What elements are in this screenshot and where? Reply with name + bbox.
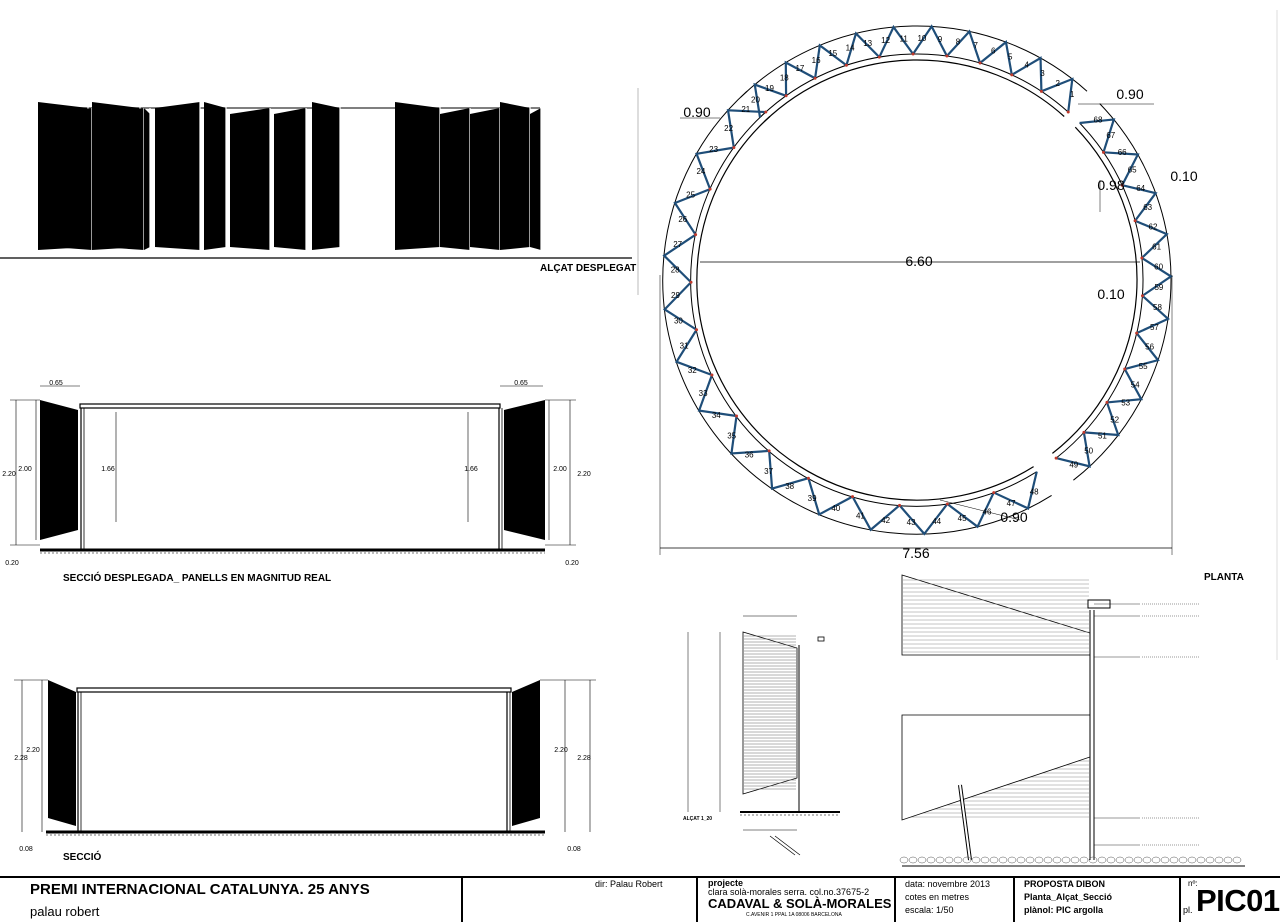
gravel-stone bbox=[1098, 857, 1106, 863]
panel-number: 26 bbox=[678, 215, 688, 224]
gravel-stone bbox=[1170, 857, 1178, 863]
panel-number: 1 bbox=[1069, 90, 1075, 100]
panel-number: 28 bbox=[670, 265, 680, 275]
plan-hinge bbox=[945, 54, 948, 57]
dim-panel-width-left: 0.65 bbox=[49, 380, 63, 387]
detail-section bbox=[900, 575, 1245, 866]
dim-height-inner-left: 1.66 bbox=[101, 466, 115, 473]
detail-cap-icon bbox=[818, 637, 824, 641]
panel-number: 55 bbox=[1138, 361, 1148, 371]
panel-number: 47 bbox=[1006, 498, 1016, 508]
panel-number: 20 bbox=[751, 95, 760, 105]
plan-hinge bbox=[732, 146, 735, 149]
panel-number: 10 bbox=[917, 34, 927, 43]
gravel-stone bbox=[972, 857, 980, 863]
dim-opening-top-right: 0.90 bbox=[1116, 86, 1144, 102]
plan-hinge bbox=[1134, 219, 1137, 222]
panel-number: 30 bbox=[673, 316, 683, 326]
gravel-stone bbox=[1188, 857, 1196, 863]
panel-number: 62 bbox=[1148, 222, 1158, 232]
panel-number: 36 bbox=[744, 450, 754, 460]
panel-number: 44 bbox=[932, 517, 942, 527]
sheet-prefix: pl. bbox=[1183, 905, 1193, 915]
gravel-stone bbox=[1071, 857, 1079, 863]
panel-number: 43 bbox=[906, 517, 916, 527]
panel-number: 6 bbox=[990, 46, 996, 56]
panel-number: 31 bbox=[679, 341, 689, 351]
gravel-stone bbox=[1107, 857, 1115, 863]
sheet-number-label: nº: bbox=[1188, 879, 1198, 888]
dim-section-base-left: 0.08 bbox=[19, 846, 33, 853]
panel-number: 21 bbox=[741, 105, 751, 114]
plan-panel-triangles bbox=[664, 26, 1171, 533]
firm-address: C.AVENIR 1 PPAL 1A 08006 BARCELONA bbox=[746, 912, 842, 918]
panel-number: 68 bbox=[1093, 115, 1103, 125]
detail-panel bbox=[743, 632, 797, 794]
gravel-stone bbox=[1116, 857, 1124, 863]
dim-height-inner-right: 1.66 bbox=[464, 466, 478, 473]
panel-number: 66 bbox=[1117, 147, 1127, 157]
gravel-stone bbox=[1035, 857, 1043, 863]
section-unfolded-panel-right bbox=[504, 400, 545, 540]
plan-hinge bbox=[946, 502, 949, 505]
dim-line bbox=[770, 836, 795, 855]
section-panel-left bbox=[48, 680, 76, 826]
elevation-panel bbox=[52, 108, 92, 250]
panel-number: 18 bbox=[779, 73, 789, 83]
plan-hinge bbox=[785, 94, 788, 97]
section-unfolded bbox=[2, 380, 591, 567]
gravel-stone bbox=[1152, 857, 1160, 863]
dim-height-outer-right: 2.20 bbox=[577, 471, 591, 478]
section-unfolded-panel-left bbox=[40, 400, 78, 540]
plan-hinge bbox=[764, 111, 767, 114]
gravel-stone bbox=[1233, 857, 1241, 863]
dim-base-right: 0.20 bbox=[565, 560, 579, 567]
gravel-stone bbox=[918, 857, 926, 863]
gravel-stone bbox=[1134, 857, 1142, 863]
plan-hinge bbox=[735, 415, 738, 418]
plan-hinge bbox=[979, 61, 982, 64]
panel-number: 5 bbox=[1007, 52, 1013, 62]
plan-hinge bbox=[1140, 256, 1143, 259]
dim-height-panel-left: 2.00 bbox=[18, 466, 32, 473]
detail-title: ALÇAT 1_20 bbox=[683, 816, 713, 822]
section-unfolded-title: SECCIÓ DESPLEGADA_ PANELLS EN MAGNITUD REAL bbox=[63, 573, 332, 584]
panel-number: 45 bbox=[957, 513, 967, 523]
panel-number: 7 bbox=[973, 41, 978, 51]
panel-number: 25 bbox=[686, 190, 696, 200]
elevation-panel bbox=[395, 102, 440, 250]
detail-section-gravel bbox=[900, 857, 1241, 863]
plan-hinge bbox=[695, 328, 698, 331]
panel-number: 32 bbox=[687, 366, 697, 375]
dim-thickness-a: 0.10 bbox=[1170, 168, 1198, 184]
gravel-stone bbox=[1224, 857, 1232, 863]
panel-number: 29 bbox=[671, 291, 680, 301]
panel-number: 38 bbox=[785, 481, 795, 491]
panel-number: 54 bbox=[1130, 380, 1140, 390]
panel-number: 63 bbox=[1143, 202, 1153, 212]
elevation-title: ALÇAT DESPLEGAT bbox=[540, 263, 637, 274]
elevation-unfolded bbox=[0, 102, 632, 258]
plan-hinge bbox=[878, 56, 881, 59]
gravel-stone bbox=[1053, 857, 1061, 863]
gravel-stone bbox=[1026, 857, 1034, 863]
plan-hinge bbox=[1135, 332, 1138, 335]
dim-opening-top-left: 0.90 bbox=[683, 104, 711, 120]
panel-number: 65 bbox=[1127, 165, 1137, 175]
gravel-stone bbox=[945, 857, 953, 863]
dim-base-left: 0.20 bbox=[5, 560, 19, 567]
dim-section-left-b: 2.28 bbox=[14, 755, 28, 762]
panel-number: 3 bbox=[1040, 69, 1045, 79]
firm-name: CADAVAL & SOLÀ-MORALES bbox=[708, 896, 892, 911]
drawing-scale: escala: 1/50 bbox=[905, 905, 954, 915]
gravel-stone bbox=[909, 857, 917, 863]
panel-number: 51 bbox=[1097, 431, 1107, 441]
panel-number: 2 bbox=[1055, 79, 1060, 89]
panel-number: 11 bbox=[899, 34, 908, 44]
gravel-stone bbox=[1008, 857, 1016, 863]
dim-line bbox=[775, 836, 800, 855]
gravel-stone bbox=[1080, 857, 1088, 863]
plan-hinge bbox=[912, 53, 915, 56]
dim-gap-depth: 0.98 bbox=[1097, 177, 1125, 193]
panel-number: 52 bbox=[1110, 415, 1120, 425]
panel-number: 42 bbox=[881, 515, 891, 525]
detail-section-upper-panel bbox=[902, 575, 1090, 655]
dim-panel-width-right: 0.65 bbox=[514, 380, 528, 387]
panel-number: 23 bbox=[709, 144, 719, 154]
panel-number: 53 bbox=[1121, 398, 1131, 408]
venue-name: palau robert bbox=[30, 904, 100, 919]
detail-section-annotation-leaders bbox=[1094, 604, 1200, 845]
plan-hinge bbox=[1040, 90, 1043, 93]
ring-wall-outer bbox=[691, 112, 1037, 506]
plan-hinge bbox=[992, 491, 995, 494]
panel-number: 50 bbox=[1084, 446, 1094, 456]
panel-number: 49 bbox=[1069, 460, 1079, 470]
plan-panel bbox=[731, 416, 769, 453]
panel-number: 61 bbox=[1152, 242, 1162, 252]
plan-hinge bbox=[1055, 457, 1058, 460]
panel-number: 12 bbox=[881, 36, 891, 45]
section-beam bbox=[77, 688, 511, 692]
gravel-stone bbox=[1044, 857, 1052, 863]
gravel-stone bbox=[981, 857, 989, 863]
dim-opening-bottom: 0.90 bbox=[1000, 509, 1028, 525]
gravel-stone bbox=[927, 857, 935, 863]
elevation-panel bbox=[204, 102, 226, 250]
section bbox=[14, 680, 596, 853]
gravel-stone bbox=[1017, 857, 1025, 863]
gravel-stone bbox=[936, 857, 944, 863]
elevation-panel bbox=[144, 108, 150, 250]
panel-number: 8 bbox=[955, 37, 961, 47]
gravel-stone bbox=[954, 857, 962, 863]
panel-number: 41 bbox=[855, 511, 865, 521]
plan-hinge bbox=[690, 281, 693, 284]
plan-hinge bbox=[694, 233, 697, 236]
plan-hinge bbox=[1105, 401, 1108, 404]
dim-section-right-b: 2.28 bbox=[577, 755, 591, 762]
section-panel-right bbox=[512, 680, 540, 826]
panel-number: 27 bbox=[673, 240, 683, 250]
panel-number: 34 bbox=[711, 411, 721, 421]
plan-hinge bbox=[1010, 73, 1013, 76]
plan-panel-numbers bbox=[671, 34, 1164, 527]
gravel-stone bbox=[999, 857, 1007, 863]
panel-number: 16 bbox=[811, 56, 821, 66]
panel-number: 56 bbox=[1145, 342, 1155, 352]
panel-number: 40 bbox=[831, 504, 841, 513]
panel-number: 33 bbox=[698, 389, 708, 399]
panel-number: 13 bbox=[863, 39, 873, 49]
plan-hinge bbox=[1067, 111, 1070, 114]
dim-thickness-b: 0.10 bbox=[1097, 286, 1125, 302]
panel-number: 46 bbox=[982, 507, 992, 517]
gravel-stone bbox=[1062, 857, 1070, 863]
section-unfolded-beam bbox=[80, 404, 500, 408]
panel-number: 57 bbox=[1149, 323, 1159, 332]
dim-height-outer-left: 2.20 bbox=[2, 471, 16, 478]
elevation-panel bbox=[500, 102, 530, 250]
director-name: dir: Palau Robert bbox=[595, 879, 663, 889]
panel-number: 64 bbox=[1136, 183, 1146, 193]
panel-number: 39 bbox=[807, 494, 817, 504]
plan-title: PLANTA bbox=[1204, 572, 1244, 583]
dim-section-left-a: 2.20 bbox=[26, 747, 40, 754]
plan-hinge bbox=[898, 504, 901, 507]
gravel-stone bbox=[1143, 857, 1151, 863]
plan-ring-walls bbox=[663, 26, 1171, 534]
plan-hinge bbox=[1102, 151, 1105, 154]
panel-number: 22 bbox=[724, 124, 734, 134]
panel-number: 59 bbox=[1154, 282, 1164, 292]
ring-wall-outer bbox=[760, 54, 1068, 117]
panel-number: 14 bbox=[845, 43, 855, 53]
plan-hinge bbox=[807, 477, 810, 480]
elevation-panel bbox=[470, 108, 500, 250]
sheet-number: PIC01 bbox=[1196, 883, 1280, 918]
plan-hinge bbox=[768, 449, 771, 452]
dim-inner-diameter: 6.60 bbox=[905, 253, 933, 269]
plan-hinge bbox=[710, 374, 713, 377]
elevation-panel bbox=[230, 108, 270, 250]
drawing-date: data: novembre 2013 bbox=[905, 879, 991, 889]
section-title: SECCIÓ bbox=[63, 852, 102, 863]
dim-section-right-a: 2.20 bbox=[554, 747, 568, 754]
panel-number: 60 bbox=[1154, 262, 1164, 272]
elevation-panel bbox=[440, 108, 470, 250]
project-label: projecte bbox=[708, 878, 744, 888]
sheet-content: Planta_Alçat_Secció bbox=[1024, 892, 1113, 902]
panel-number: 67 bbox=[1106, 131, 1116, 140]
elevation-panel bbox=[312, 102, 340, 250]
plan-hinge bbox=[1082, 431, 1085, 434]
panel-number: 15 bbox=[828, 49, 838, 59]
gravel-stone bbox=[1215, 857, 1223, 863]
drawing-units: cotes en metres bbox=[905, 892, 970, 902]
plan-hinge bbox=[814, 77, 817, 80]
plan-hinge bbox=[1141, 294, 1144, 297]
panel-number: 24 bbox=[696, 167, 706, 177]
elevation-panels bbox=[38, 102, 541, 250]
architect-credit: clara solà-morales serra. col.no.37675-2 bbox=[708, 887, 870, 897]
gravel-stone bbox=[1125, 857, 1133, 863]
dim-outer-diameter: 7.56 bbox=[902, 545, 930, 561]
panel-number: 19 bbox=[765, 84, 774, 94]
detail-section-lower-panel bbox=[902, 715, 1090, 820]
gravel-stone bbox=[990, 857, 998, 863]
proposal-name: PROPOSTA DIBON bbox=[1024, 879, 1106, 889]
ring-outer-edge bbox=[663, 91, 1052, 534]
elevation-panel bbox=[530, 108, 541, 250]
plan-ring bbox=[660, 26, 1198, 561]
panel-number: 58 bbox=[1153, 303, 1162, 312]
gravel-stone bbox=[900, 857, 908, 863]
dim-section-base-right: 0.08 bbox=[567, 846, 581, 853]
elevation-panel bbox=[100, 108, 144, 250]
gravel-stone bbox=[1161, 857, 1169, 863]
gravel-stone bbox=[1197, 857, 1205, 863]
plan-hinge bbox=[851, 495, 854, 498]
panel-number: 48 bbox=[1029, 487, 1039, 497]
panel-number: 4 bbox=[1024, 60, 1029, 70]
dim-height-panel-right: 2.00 bbox=[553, 466, 567, 473]
panel-number: 17 bbox=[795, 64, 805, 74]
gravel-stone bbox=[1179, 857, 1187, 863]
plan-hinge bbox=[845, 64, 848, 67]
plan-hinge bbox=[1123, 368, 1126, 371]
elevation-panel bbox=[274, 108, 306, 250]
competition-title: PREMI INTERNACIONAL CATALUNYA. 25 ANYS bbox=[30, 881, 370, 898]
panel-number: 9 bbox=[937, 35, 943, 45]
panel-number: 35 bbox=[727, 431, 737, 441]
elevation-panel bbox=[155, 102, 200, 250]
gravel-stone bbox=[1206, 857, 1214, 863]
drawing-name: plànol: PIC argolla bbox=[1024, 905, 1104, 915]
plan-hinge bbox=[709, 188, 712, 191]
panel-number: 37 bbox=[764, 467, 774, 477]
